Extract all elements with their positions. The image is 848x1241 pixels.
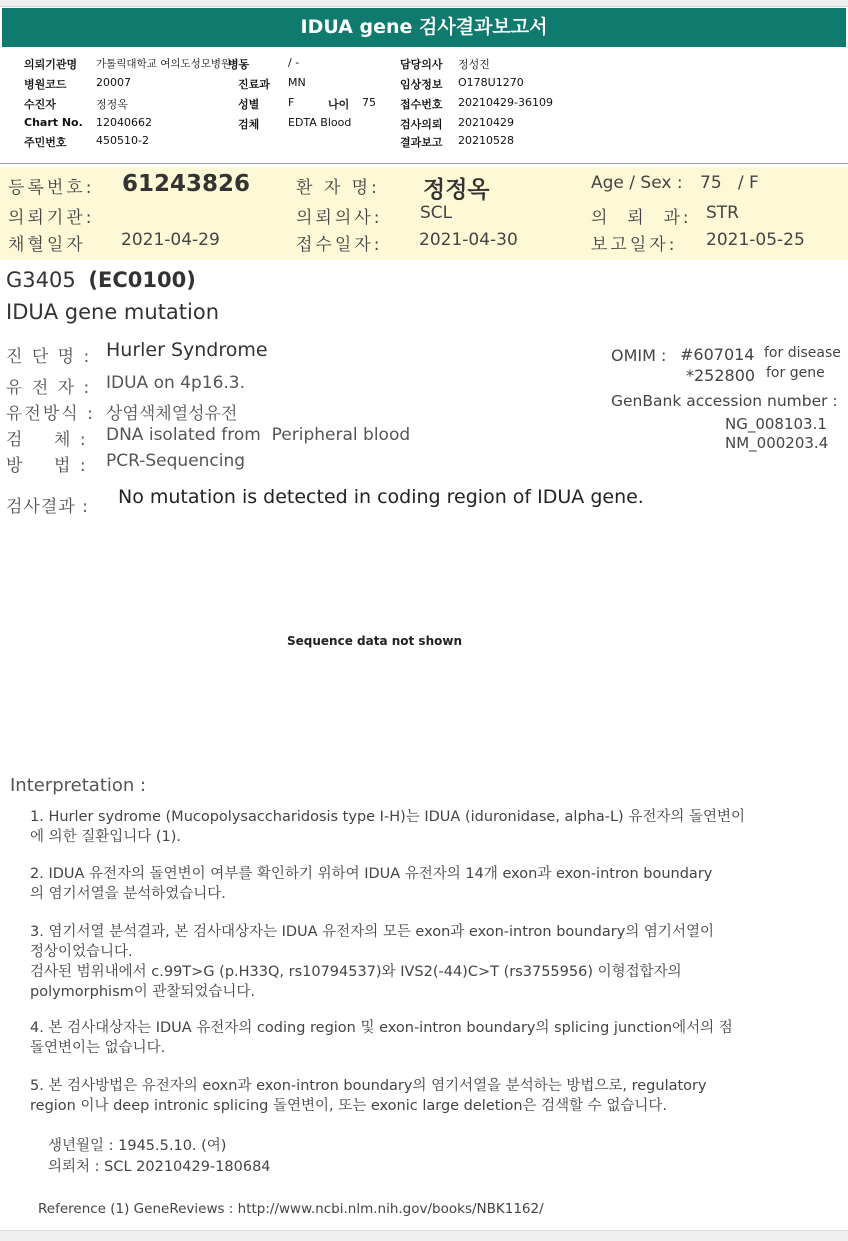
header-divider — [0, 163, 848, 164]
sex-value: F — [288, 96, 295, 109]
dept-value: MN — [288, 76, 306, 89]
interp-5-line-1: 5. 본 검사방법은 유전자의 eoxn과 exon-intron boundary의 염기서열을 분석하는 방법으로, regulatory — [30, 1078, 707, 1094]
interp-3-line-4: polymorphism이 관찰되었습니다. — [30, 984, 256, 1000]
hospital-code-label: 병원코드 — [24, 78, 67, 91]
reg-doctor-value: SCL — [420, 203, 453, 223]
registration-box — [0, 167, 848, 260]
interp-4-line-2: 돌연변이는 없습니다. — [30, 1040, 166, 1056]
interpretation-item-2 — [30, 864, 712, 904]
sample-label: 검 체 : — [6, 430, 88, 450]
request-value: 20210429 — [458, 116, 514, 129]
age-label: 나이 — [328, 98, 350, 111]
interpretation-item-5 — [30, 1076, 707, 1116]
gene-label: 유 전 자 : — [6, 378, 92, 398]
bottom-strip — [0, 1230, 848, 1241]
inheritance-value: 상염색체열성유전 — [106, 404, 238, 424]
result-label: 검사결과 : — [6, 497, 89, 517]
dept-label: 진료과 — [238, 78, 270, 91]
birth-date: 생년월일 : 1945.5.10. (여) — [48, 1138, 227, 1154]
interp-2-line-1: 2. IDUA 유전자의 돌연변이 여부를 확인하기 위하여 IDUA 유전자의 14개 exon과 exon-intron boundary — [30, 866, 713, 882]
interp-5-line-2: region 이나 deep intronic splicing 돌연변이, 또는 exonic large deletion은 검색할 수 없습니다. — [30, 1098, 668, 1114]
reg-agesex-label: Age / Sex : — [591, 173, 683, 193]
doctor-label: 담당의사 — [400, 58, 443, 71]
ward-label: 병동 — [228, 58, 250, 71]
report-label: 결과보고 — [400, 136, 443, 149]
omim-disease-value: #607014 — [680, 345, 755, 364]
genbank-label: GenBank accession number : — [611, 392, 838, 410]
institution-label: 의뢰기관명 — [24, 58, 78, 71]
doctor-value: 정성진 — [458, 58, 490, 71]
ward-value: / - — [288, 56, 300, 69]
clinical-label: 임상정보 — [400, 78, 443, 91]
omim-label: OMIM : — [611, 346, 667, 365]
interp-3-line-2: 정상이었습니다. — [30, 944, 133, 960]
reg-patient-label: 환 자 명: — [296, 178, 380, 198]
interpretation-item-1 — [30, 807, 745, 847]
top-strip — [0, 0, 848, 7]
diagnosis-value: Hurler Syndrome — [106, 339, 268, 361]
test-name: IDUA gene mutation — [6, 300, 220, 324]
requester-info: 의뢰처 : SCL 20210429-180684 — [48, 1159, 271, 1175]
receipt-no-value: 20210429-36109 — [458, 96, 553, 109]
interp-1-line-2: 에 의한 질환입니다 (1). — [30, 829, 182, 845]
chart-label: Chart No. — [24, 116, 83, 129]
diagnosis-label: 진 단 명 : — [6, 347, 92, 367]
sequence-note: Sequence data not shown — [287, 634, 462, 648]
genbank-accession-2: NM_000203.4 — [725, 434, 829, 452]
reg-collect-label: 채혈일자 — [8, 235, 86, 255]
omim-disease-desc: for disease — [764, 345, 841, 361]
reg-patient-value: 정정옥 — [423, 177, 490, 203]
interp-1-line-1: 1. Hurler sydrome (Mucopolysaccharidosis type I-H)는 IDUA (iduronidase, alpha-L) 유전자의 돌연변이 — [30, 809, 745, 825]
title-bar — [2, 8, 846, 47]
interp-3-line-3: 검사된 범위내에서 c.99T>G (p.H33Q, rs10794537)와 IVS2(-44)C>T (rs3755956) 이형접합자의 — [30, 964, 682, 980]
reference: Reference (1) GeneReviews : http://www.ncbi.nlm.nih.gov/books/NBK1162/ — [38, 1201, 544, 1217]
sex-label: 성별 — [238, 98, 260, 111]
test-code: G3405 — [6, 268, 76, 292]
test-subcode: (EC0100) — [88, 268, 196, 292]
clinical-value: O178U1270 — [458, 76, 524, 89]
specimen-label: 검체 — [238, 118, 260, 131]
report-title: IDUA gene 검사결과보고서 — [300, 16, 548, 38]
patient-label: 수진자 — [24, 98, 56, 111]
test-code-line — [6, 268, 196, 292]
rrn-value: 450510-2 — [96, 134, 149, 147]
interp-4-line-1: 4. 본 검사대상자는 IDUA 유전자의 coding region 및 exon-intron boundary의 splicing junction에서의 점 — [30, 1020, 733, 1036]
omim-gene-desc: for gene — [766, 365, 825, 381]
reg-receipt-value: 2021-04-30 — [419, 230, 518, 250]
request-label: 검사의뢰 — [400, 118, 443, 131]
specimen-value: EDTA Blood — [288, 116, 352, 129]
sample-value: DNA isolated from Peripheral blood — [106, 425, 411, 445]
age-value: 75 — [362, 96, 376, 109]
method-value: PCR-Sequencing — [106, 451, 246, 471]
interpretation-title: Interpretation : — [10, 775, 147, 796]
reg-report-label: 보고일자: — [591, 235, 678, 255]
reg-report-value: 2021-05-25 — [706, 230, 805, 250]
omim-gene-value: *252800 — [686, 366, 756, 385]
rrn-label: 주민번호 — [24, 136, 67, 149]
interp-2-line-2: 의 염기서열을 분석하였습니다. — [30, 886, 226, 902]
result-value: No mutation is detected in coding region of IDUA gene. — [118, 486, 644, 508]
inheritance-label: 유전방식 : — [6, 404, 95, 424]
method-label: 방 법 : — [6, 456, 88, 476]
reg-no-value: 61243826 — [122, 171, 251, 197]
chart-value: 12040662 — [96, 116, 152, 129]
institution-value: 가톨릭대학교 여의도성모병원 — [96, 58, 232, 70]
reg-dept-value: STR — [706, 203, 739, 223]
interpretation-item-4 — [30, 1018, 733, 1058]
genbank-accession-1: NG_008103.1 — [725, 415, 827, 433]
gene-value: IDUA on 4p16.3. — [106, 373, 246, 393]
reg-inst-label: 의뢰기관: — [8, 208, 95, 228]
patient-value: 정정옥 — [96, 98, 128, 111]
report-value: 20210528 — [458, 134, 514, 147]
reg-collect-value: 2021-04-29 — [121, 230, 220, 250]
reg-receipt-label: 접수일자: — [296, 235, 383, 255]
receipt-no-label: 접수번호 — [400, 98, 443, 111]
reg-dept-label: 의 뢰 과: — [591, 208, 692, 228]
interp-3-line-1: 3. 염기서열 분석결과, 본 검사대상자는 IDUA 유전자의 모든 exon과 exon-intron boundary의 염기서열이 — [30, 924, 714, 940]
interpretation-item-3 — [30, 922, 714, 1002]
reg-no-label: 등록번호: — [8, 178, 95, 198]
reg-doctor-label: 의뢰의사: — [296, 208, 383, 228]
reg-agesex-value: 75 / F — [700, 173, 759, 193]
hospital-code-value: 20007 — [96, 76, 131, 89]
